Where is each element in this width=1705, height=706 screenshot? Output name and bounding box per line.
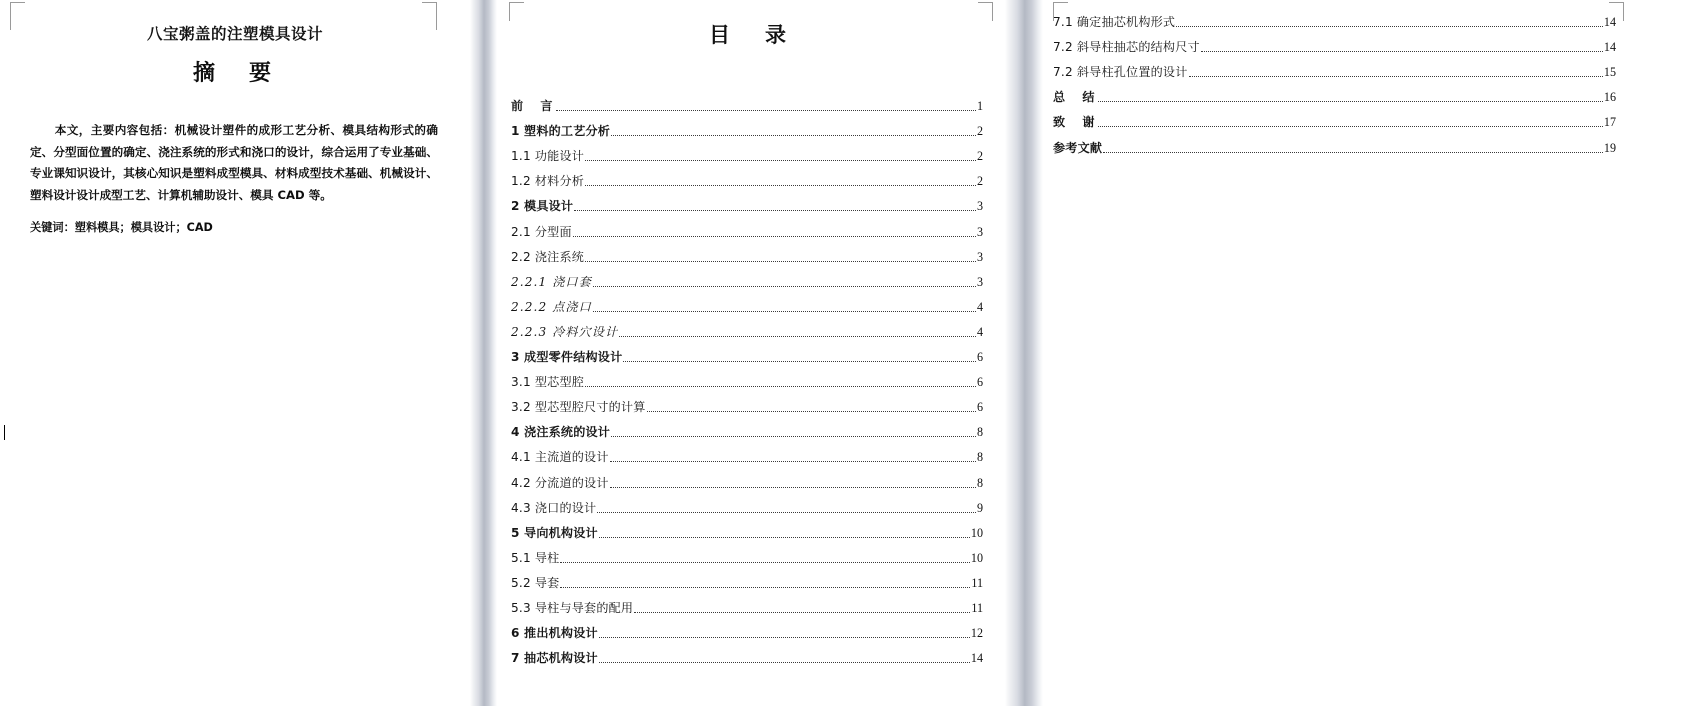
toc-dot-leader — [556, 110, 976, 111]
toc-entry-label: 1 塑料的工艺分析 — [511, 124, 611, 139]
toc-heading: 目 录 — [709, 23, 793, 47]
toc-entry[interactable] — [511, 468, 983, 493]
toc-entry[interactable] — [511, 418, 983, 443]
toc-dot-leader — [623, 361, 976, 362]
toc-entry-page-number: 4 — [976, 299, 983, 314]
toc-entry-label: 7.2 斜导柱孔位置的设计 — [1053, 65, 1188, 80]
toc-entry-label: 4 浇注系统的设计 — [511, 425, 611, 440]
toc-entry-page-number: 3 — [976, 224, 983, 239]
toc-entry-page-number: 10 — [970, 525, 983, 540]
toc-entry-page-number: 6 — [976, 375, 983, 390]
toc-dot-leader — [560, 587, 970, 588]
toc-dot-leader — [1176, 26, 1603, 27]
toc-entry-label: 6 推出机构设计 — [511, 626, 598, 641]
toc-dot-leader — [599, 662, 970, 663]
toc-entry-label: 1.1 功能设计 — [511, 149, 585, 164]
toc-dot-leader — [585, 386, 976, 387]
toc-dot-leader — [634, 612, 970, 613]
toc-entry-page-number: 3 — [976, 249, 983, 264]
toc-entry-label: 参考文献 — [1053, 140, 1103, 155]
toc-dot-leader — [599, 637, 970, 638]
abstract-keywords: 关键词：塑料模具；模具设计；CAD — [30, 221, 213, 234]
toc-entry-page-number: 15 — [1603, 65, 1616, 80]
page-toc-second — [1043, 0, 1638, 706]
toc-entry[interactable] — [1053, 108, 1616, 133]
toc-dot-leader — [599, 537, 970, 538]
toc-entry-label: 2 模具设计 — [511, 199, 574, 214]
toc-dot-leader — [1098, 126, 1603, 127]
toc-entry[interactable] — [511, 569, 983, 594]
toc-dot-leader — [610, 461, 976, 462]
toc-entry-page-number: 16 — [1603, 90, 1616, 105]
toc-entry[interactable] — [511, 519, 983, 544]
toc-dot-leader — [585, 261, 976, 262]
toc-entry-label: 3.2 型芯型腔尺寸的计算 — [511, 400, 646, 415]
toc-entry-label: 7.2 斜导柱抽芯的结构尺寸 — [1053, 40, 1200, 55]
toc-dot-leader — [1098, 101, 1603, 102]
toc-entry-label: 3 成型零件结构设计 — [511, 350, 623, 365]
page-toc-first — [497, 0, 1005, 706]
toc-entry[interactable] — [511, 243, 983, 268]
toc-entry-page-number: 8 — [976, 475, 983, 490]
toc-entry-page-number: 10 — [970, 550, 983, 565]
toc-entry[interactable] — [511, 494, 983, 519]
toc-dot-leader — [619, 336, 976, 337]
toc-dot-leader — [1103, 152, 1603, 153]
toc-dot-leader — [611, 135, 976, 136]
toc-dot-leader — [611, 436, 976, 437]
toc-entry[interactable] — [511, 619, 983, 644]
toc-entry-page-number: 2 — [976, 174, 983, 189]
toc-entry[interactable] — [511, 393, 983, 418]
toc-dot-leader — [585, 185, 976, 186]
toc-entry-label: 1.2 材料分析 — [511, 174, 585, 189]
toc-entry-page-number: 14 — [1603, 15, 1616, 30]
toc-entry[interactable] — [511, 594, 983, 619]
toc-entry[interactable] — [1053, 8, 1616, 33]
toc-entry[interactable] — [511, 192, 983, 217]
toc-entry-page-number: 2 — [976, 149, 983, 164]
toc-dot-leader — [647, 411, 976, 412]
toc-entry[interactable] — [511, 443, 983, 468]
toc-dot-leader — [560, 562, 969, 563]
toc-dot-leader — [610, 487, 976, 488]
toc-entry-page-number: 11 — [971, 575, 983, 590]
toc-entry-label: 7 抽芯机构设计 — [511, 651, 598, 666]
toc-entry-label: 3.1 型芯型腔 — [511, 375, 585, 390]
toc-entry-label: 2.2 浇注系统 — [511, 249, 585, 264]
toc-entry-page-number: 14 — [970, 651, 983, 666]
toc-entry[interactable] — [511, 368, 983, 393]
page-gutter-2 — [1005, 0, 1043, 706]
toc-dot-leader — [585, 160, 976, 161]
toc-dot-leader — [574, 210, 976, 211]
toc-entry-page-number: 9 — [976, 500, 983, 515]
toc-entry[interactable] — [511, 268, 983, 293]
toc-entry-label: 2.1 分型面 — [511, 224, 572, 239]
toc-list-first — [497, 92, 1005, 669]
toc-dot-leader — [593, 286, 976, 287]
toc-entry-label: 总 结 — [1053, 90, 1098, 105]
abstract-body — [30, 120, 438, 206]
toc-entry[interactable] — [1053, 33, 1616, 58]
toc-entry-label: 5 导向机构设计 — [511, 525, 598, 540]
toc-entry-label: 7.1 确定抽芯机构形式 — [1053, 15, 1176, 30]
toc-entry[interactable] — [511, 217, 983, 242]
toc-entry-page-number: 3 — [976, 274, 983, 289]
toc-entry[interactable] — [1053, 83, 1616, 108]
toc-entry-page-number: 6 — [976, 400, 983, 415]
toc-entry-label: 2.2.2 点浇口 — [511, 299, 592, 314]
abstract-body-text: 本文，主要内容包括：机械设计塑件的成形工艺分析、模具结构形式的确定、分型面位置的确定、浇注系统的形式和浇口的设计，综合运用了专业基础、专业课知识设计，其核心知识是塑料成型模具、材料成型技术基础、机械设计、塑料设计设计成型工艺、计算机辅助设计、模具 CAD 等。 — [30, 123, 438, 202]
toc-entry-page-number: 8 — [976, 450, 983, 465]
toc-dot-leader — [1201, 51, 1603, 52]
toc-entry-page-number: 19 — [1603, 140, 1616, 155]
page-title: 八宝粥盖的注塑模具设计 — [146, 25, 323, 43]
toc-entry-label: 4.3 浇口的设计 — [511, 500, 597, 515]
toc-entry-page-number: 6 — [976, 350, 983, 365]
toc-dot-leader — [1189, 76, 1603, 77]
toc-entry[interactable] — [511, 167, 983, 192]
toc-entry-label: 4.1 主流道的设计 — [511, 450, 609, 465]
toc-entry[interactable] — [511, 318, 983, 343]
page-abstract — [0, 0, 470, 706]
toc-dot-leader — [573, 236, 976, 237]
toc-entry[interactable] — [511, 142, 983, 167]
toc-list-second — [1043, 8, 1638, 159]
toc-entry-page-number: 11 — [971, 600, 983, 615]
toc-dot-leader — [597, 512, 976, 513]
toc-entry-page-number: 12 — [970, 626, 983, 641]
toc-entry[interactable] — [511, 117, 983, 142]
toc-entry-label: 5.1 导柱 — [511, 550, 560, 565]
toc-entry[interactable] — [511, 644, 983, 669]
abstract-heading: 摘 要 — [192, 61, 277, 86]
toc-entry-page-number: 1 — [976, 99, 983, 114]
toc-dot-leader — [593, 311, 976, 312]
toc-entry-label: 2.2.1 浇口套 — [511, 274, 592, 289]
toc-entry-page-number: 3 — [976, 199, 983, 214]
toc-entry-page-number: 17 — [1603, 115, 1616, 130]
toc-entry[interactable] — [1053, 58, 1616, 83]
toc-entry[interactable] — [511, 92, 983, 117]
toc-entry-label: 5.2 导套 — [511, 575, 560, 590]
toc-entry-label: 4.2 分流道的设计 — [511, 475, 609, 490]
toc-entry[interactable] — [511, 544, 983, 569]
toc-entry-page-number: 14 — [1603, 40, 1616, 55]
toc-entry-label: 2.2.3 冷料穴设计 — [511, 324, 619, 339]
page-gutter-1 — [470, 0, 497, 706]
toc-entry[interactable] — [511, 343, 983, 368]
toc-entry-label: 5.3 导柱与导套的配用 — [511, 600, 634, 615]
toc-entry-page-number: 4 — [976, 324, 983, 339]
toc-entry[interactable] — [1053, 133, 1616, 158]
toc-entry-label: 致 谢 — [1053, 115, 1098, 130]
toc-entry-page-number: 8 — [976, 425, 983, 440]
toc-entry-label: 前 言 — [511, 99, 556, 114]
toc-entry[interactable] — [511, 293, 983, 318]
text-cursor — [4, 425, 5, 440]
toc-entry-page-number: 2 — [976, 124, 983, 139]
